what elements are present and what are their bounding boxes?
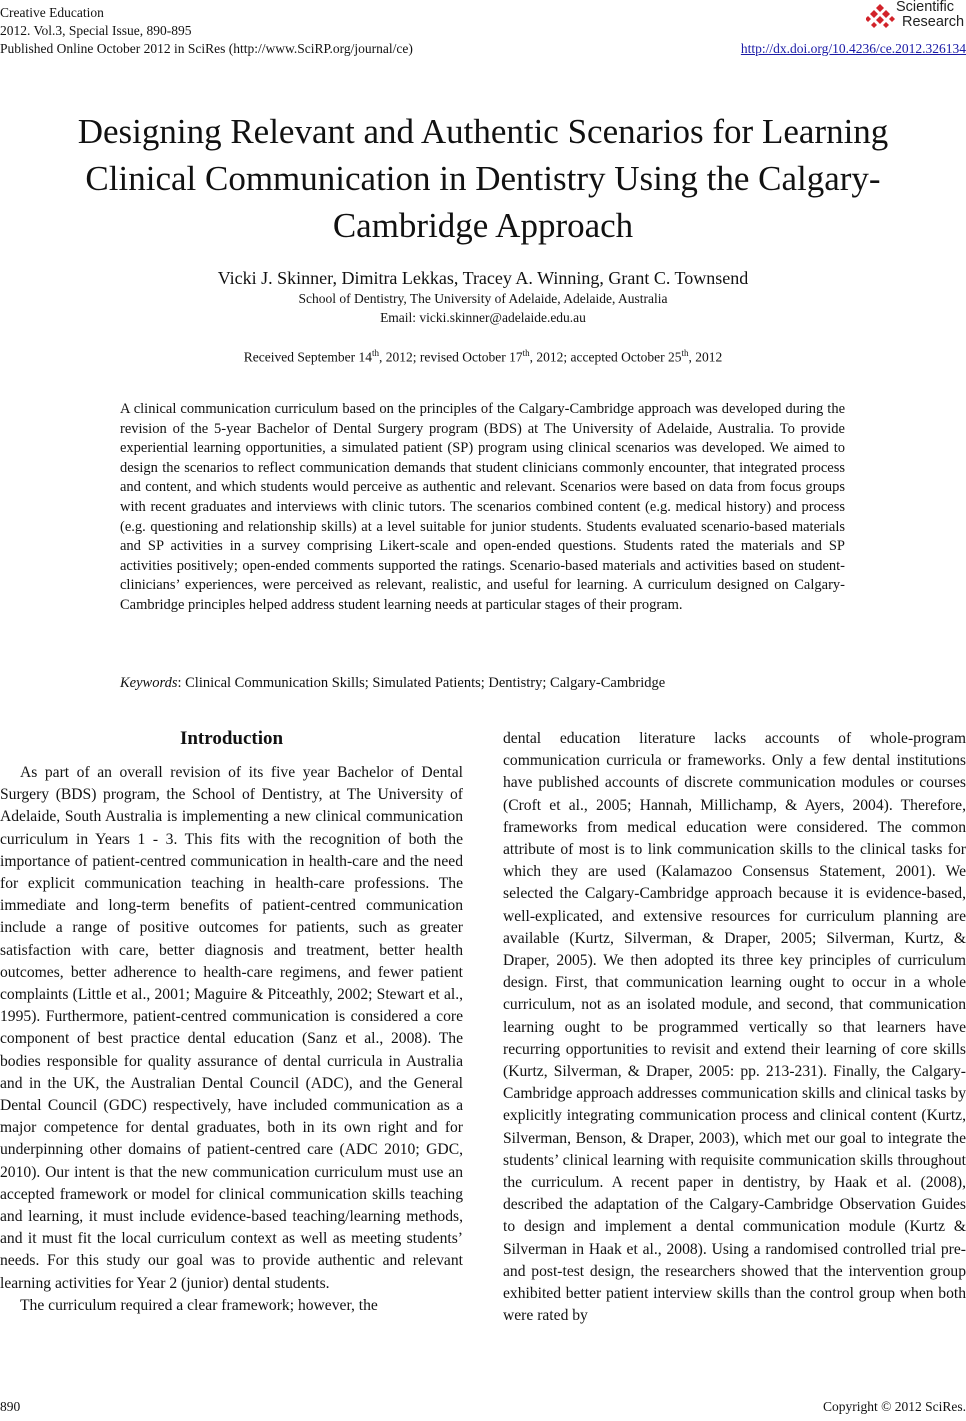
logo-line-2: Research (902, 14, 965, 30)
paper-title: Designing Relevant and Authentic Scenarios for Learning Clinical Communication in Dentistry Using the Calgary-Cambridge Approach (77, 112, 889, 245)
keywords-text: : Clinical Communication Skills; Simulated Patients; Dentistry; Calgary-Cambridge (177, 675, 666, 691)
logo-mark-icon (866, 2, 896, 34)
right-paragraph-1: dental education literature lacks accounts of whole-program communication curricula or frameworks. Only a few dental institutions have published accounts of discrete communication modules or courses (Croft et al., 2005; Hannah, Millichamp, & Ayers, 2004). Therefore, frameworks from medical education were considered. The common attribute of most is to link communication skills to the clinical tasks for which they are used (Kalamazoo Consensus Statement, 2001). We selected the Calgary-Cambridge approach because it is evidence-based, well-explicated, and extensive resources for curriculum planning are available (Kurtz, Silverman, & Draper, 2005; Silverman, Kurtz, & Draper, 2005). We then adopted its three key principles of curriculum design. First, that communication learning ought to occur in a whole curriculum, not as an isolated module, and second, that communication learning ought to be programmed vertically so that learners have recurring opportunities to revisit and extend their learning of core skills (Kurtz, Silverman, & Draper, 2005: pp. 213-231). Finally, the Calgary-Cambridge approach addresses communication skills and clinical tasks by explicitly integrating communication process and clinical content (Kurtz, Silverman, Benson, & Draper, 2003), which met our goal to integrate the students’ clinical learning with requisite communication skills throughout the curriculum. A recent paper in dentistry, by Haak et al. (2008), described the adaptation of the Calgary-Cambridge Observation Guides to design and implement a dental communication module (Kurtz & Silverman in Haak et al., 2008). Using a randomised controlled trial pre- and post-test design, the researchers showed that the intervention group exhibited better patient interview skills than the control group when both were rated by (503, 730, 966, 1325)
left-column (0, 762, 463, 1317)
scientific-research-logo (866, 0, 966, 36)
page-number: 890 (0, 1399, 21, 1414)
logo-text (896, 0, 964, 30)
keywords (120, 674, 845, 694)
journal-volume: 2012. Vol.3, Special Issue, 890-895 (0, 23, 192, 38)
abstract: A clinical communication curriculum based on the principles of the Calgary-Cambridge approach was developed during the revision of the 5-year Bachelor of Dental Surgery program (BDS) at The University of Adelaide, Australia. To provide experiential learning opportunities, a simulated patient (SP) program using clinical scenarios was developed. We aimed to design the scenarios to reflect communication demands that student clinicians commonly encounter, that integrated process and content, and which students would perceive as authentic and relevant. Scenarios were based on data from focus groups with recent graduates and interviews with clinic tutors. The scenarios combined content (e.g. medical history) and process (e.g. questioning and relationship skills) at a level suitable for junior students. Students evaluated scenario-based materials and SP activities in a survey comprising Likert-scale and open-ended questions. Students rated the materials and SP activities positively; open-ended comments supported the ratings. Scenario-based materials and activities based on student-clinicians’ experiences, were perceived as relevant, realistic, and useful for learning. A curriculum designed on Calgary-Cambridge principles helped address student learning needs at particular stages of their program. (120, 401, 845, 613)
right-column (503, 728, 966, 1327)
received-dates: Received September 14th, 2012; revised October 17th, 2012; accepted October 25th, 2012 (243, 348, 723, 365)
intro-paragraph-2: The curriculum required a clear framework; however, the (20, 1296, 378, 1314)
intro-paragraph-1: As part of an overall revision of its five year Bachelor of Dental Surgery (BDS) program, the School of Dentistry, at The University of Adelaide, South Australia is implementing a new clinical communication curriculum in Years 1 - 3. This fits with the recognition of both the importance of patient-centred communication in health-care and the need for explicit communication teaching in health-care professions. The immediate and long-term benefits of patient-centred communication include a range of positive outcomes for patients, such as greater satisfaction with care, better diagnosis and treatment, better health outcomes, better adherence to health-care regimens, and fewer patient complaints (Little et al., 2001; Maguire & Pitceathly, 2002; Stewart et al., 1995). Furthermore, patient-centred communication is considered a core component of best practice dental education (Sanz et al., 2008). The bodies responsible for quality assurance of dental curricula in Australia and in the UK, the Australian Dental Council (ADC), and the General Dental Council (GDC) respectively, have included communication as a major competence for dental graduates, both in its own right and for underpinning other domains of patient-centred care (ADC 2010; GDC, 2010). Our intent is that the new communication curriculum must use an accepted framework or model for clinical communication skills teaching and learning, it must include evidence-based teaching/learning methods, and it must fit the local curriculum context as well as meeting students’ needs. For this study our goal was to provide authentic and relevant learning activities for Year 2 (junior) dental students. (0, 764, 463, 1292)
introduction-heading: Introduction (179, 728, 284, 749)
doi-link-wrapper (741, 40, 966, 58)
journal-name: Creative Education (0, 5, 104, 20)
keywords-label: Keywords (120, 675, 178, 691)
author-email: Email: vicki.skinner@adelaide.edu.au (380, 310, 586, 325)
affiliation: School of Dentistry, The University of Adelaide, Adelaide, Australia (298, 291, 668, 306)
logo-line-1: Scientific (896, 0, 955, 15)
doi-link[interactable]: http://dx.doi.org/10.4236/ce.2012.326134 (740, 41, 966, 56)
authors: Vicki J. Skinner, Dimitra Lekkas, Tracey A. Winning, Grant C. Townsend (217, 268, 749, 288)
copyright: Copyright © 2012 SciRes. (822, 1399, 966, 1414)
publication-info: Published Online October 2012 in SciRes (http://www.SciRP.org/journal/ce) (0, 41, 413, 56)
